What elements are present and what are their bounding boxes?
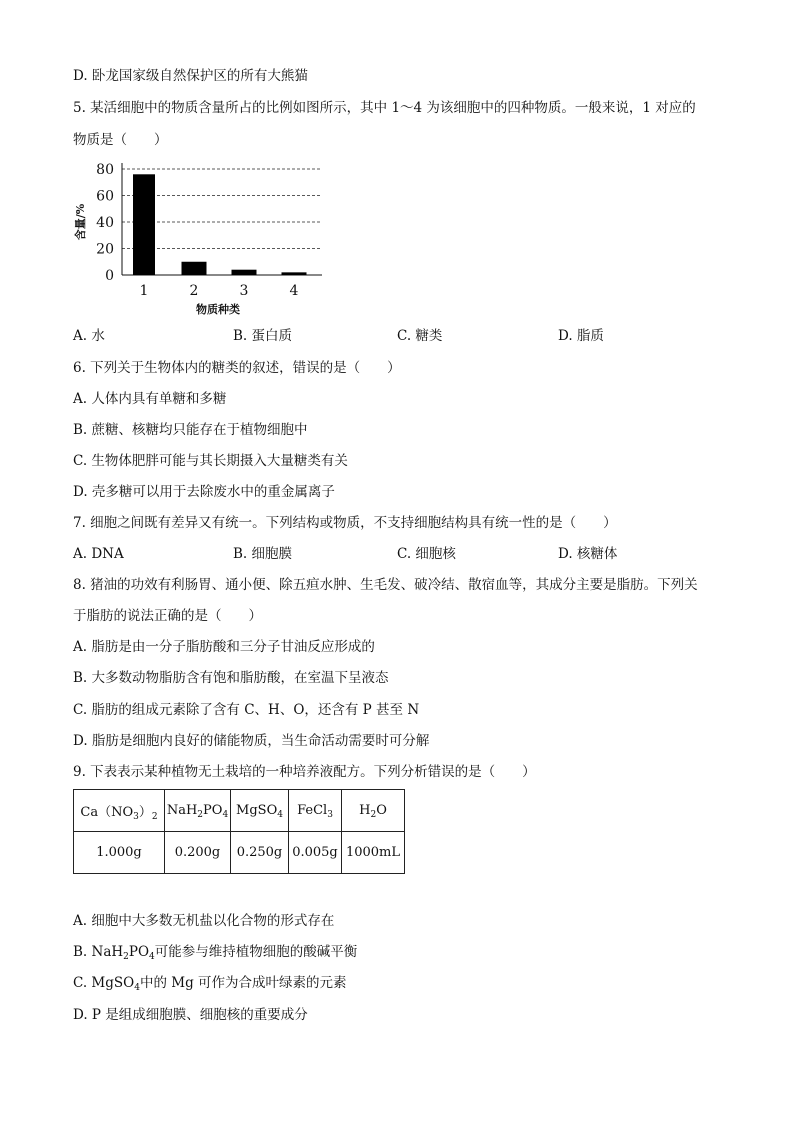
q5-option-d: D. 脂质 bbox=[558, 328, 604, 344]
q8-option-b: B. 大多数动物脂肪含有饱和脂肪酸，在室温下呈液态 bbox=[73, 670, 389, 686]
q5-option-a: A. 水 bbox=[73, 328, 105, 344]
q5-stem-line2: 物质是（ ） bbox=[73, 132, 168, 148]
q7-option-b: B. 细胞膜 bbox=[233, 546, 293, 562]
x-tick-label: 2 bbox=[189, 283, 199, 299]
q7-option-c: C. 细胞核 bbox=[397, 546, 456, 562]
q9-option-d: D. P 是组成细胞膜、细胞核的重要成分 bbox=[73, 1007, 308, 1023]
q6-option-a: A. 人体内具有单糖和多糖 bbox=[73, 391, 227, 407]
q5-options bbox=[73, 327, 723, 345]
bar bbox=[232, 270, 257, 275]
table-cell: 1.000g bbox=[74, 832, 165, 874]
q6-option-c: C. 生物体肥胖可能与其长期摄入大量糖类有关 bbox=[73, 453, 348, 469]
y-tick-label: 40 bbox=[96, 215, 114, 231]
q7-options bbox=[73, 545, 723, 563]
q7-stem: 7. 细胞之间既有差异又有统一。下列结构或物质，不支持细胞结构具有统一性的是（ ） bbox=[73, 515, 617, 531]
q9-option-a: A. 细胞中大多数无机盐以化合物的形式存在 bbox=[73, 913, 335, 929]
q9-option-b: B. $NaH_2PO_4$可能参与维持植物细胞的酸碱平衡 bbox=[73, 944, 358, 962]
x-tick-label: 3 bbox=[239, 283, 249, 299]
nutrient-solution-table bbox=[73, 789, 405, 874]
q8-option-d: D. 脂肪是细胞内良好的储能物质，当生命活动需要时可分解 bbox=[73, 733, 430, 749]
x-tick-label: 1 bbox=[139, 283, 149, 299]
q6-stem: 6. 下列关于生物体内的糖类的叙述，错误的是（ ） bbox=[73, 360, 401, 376]
q6-option-d: D. 壳多糖可以用于去除废水中的重金属离子 bbox=[73, 484, 335, 500]
table-header-cell: $H_2O$ bbox=[342, 790, 405, 832]
x-axis-title: 物质种类 bbox=[196, 303, 240, 316]
q5-option-b: B. 蛋白质 bbox=[233, 328, 293, 344]
y-tick-label: 60 bbox=[96, 188, 114, 205]
q8-stem-line1: 8. 猪油的功效有利肠胃、通小便、除五疸水肿、生毛发、破冷结、散宿血等，其成分主要是脂肪。下列关 bbox=[73, 577, 698, 593]
table-header-cell: MgSO$_4$ bbox=[231, 790, 289, 832]
chart-svg bbox=[72, 158, 332, 318]
q8-option-a: A. 脂肪是由一分子脂肪酸和三分子甘油反应形成的 bbox=[73, 639, 375, 655]
q6-option-b: B. 蔗糖、核糖均只能存在于植物细胞中 bbox=[73, 422, 308, 438]
q7-option-a: A. DNA bbox=[73, 546, 124, 562]
bar bbox=[282, 272, 307, 275]
q9-option-c: C. MgSO$_4$中的 Mg 可作为合成叶绿素的元素 bbox=[73, 975, 347, 993]
table-cell: 0.200g bbox=[165, 832, 231, 874]
table-header-row bbox=[74, 790, 405, 832]
y-tick-label: 80 bbox=[96, 162, 114, 178]
table-cell: 0.250g bbox=[231, 832, 289, 874]
table-header-cell: $NaH_2PO_4$ bbox=[165, 790, 231, 832]
q9-stem: 9. 下表表示某种植物无土栽培的一种培养液配方。下列分析错误的是（ ） bbox=[73, 764, 536, 780]
x-tick-label: 4 bbox=[289, 283, 299, 299]
table-header-cell: $Ca(NO_3)_2$ bbox=[74, 790, 165, 832]
q7-option-d: D. 核糖体 bbox=[558, 546, 618, 562]
bar bbox=[133, 174, 155, 275]
prev-question-option-d: D. 卧龙国家级自然保护区的所有大熊猫 bbox=[73, 68, 308, 84]
y-tick-label: 20 bbox=[96, 241, 114, 258]
q5-stem-line1: 5. 某活细胞中的物质含量所占的比例如图所示，其中 1～4 为该细胞中的四种物质。一般来说，1 对应的 bbox=[73, 100, 696, 116]
y-tick-label: 0 bbox=[105, 268, 114, 284]
q8-option-c: C. 脂肪的组成元素除了含有 C、H、O，还含有 P 甚至 N bbox=[73, 702, 420, 718]
table-header-cell: FeCl$_3$ bbox=[289, 790, 342, 832]
bar bbox=[182, 262, 207, 275]
y-axis-title: 含量/% bbox=[74, 203, 87, 241]
table-cell: 1000mL bbox=[342, 832, 405, 874]
q5-option-c: C. 糖类 bbox=[397, 328, 443, 344]
content-bar-chart bbox=[72, 158, 332, 318]
q8-stem-line2: 于脂肪的说法正确的是（ ） bbox=[73, 608, 262, 624]
table-cell: 0.005g bbox=[289, 832, 342, 874]
table-row bbox=[74, 832, 405, 874]
